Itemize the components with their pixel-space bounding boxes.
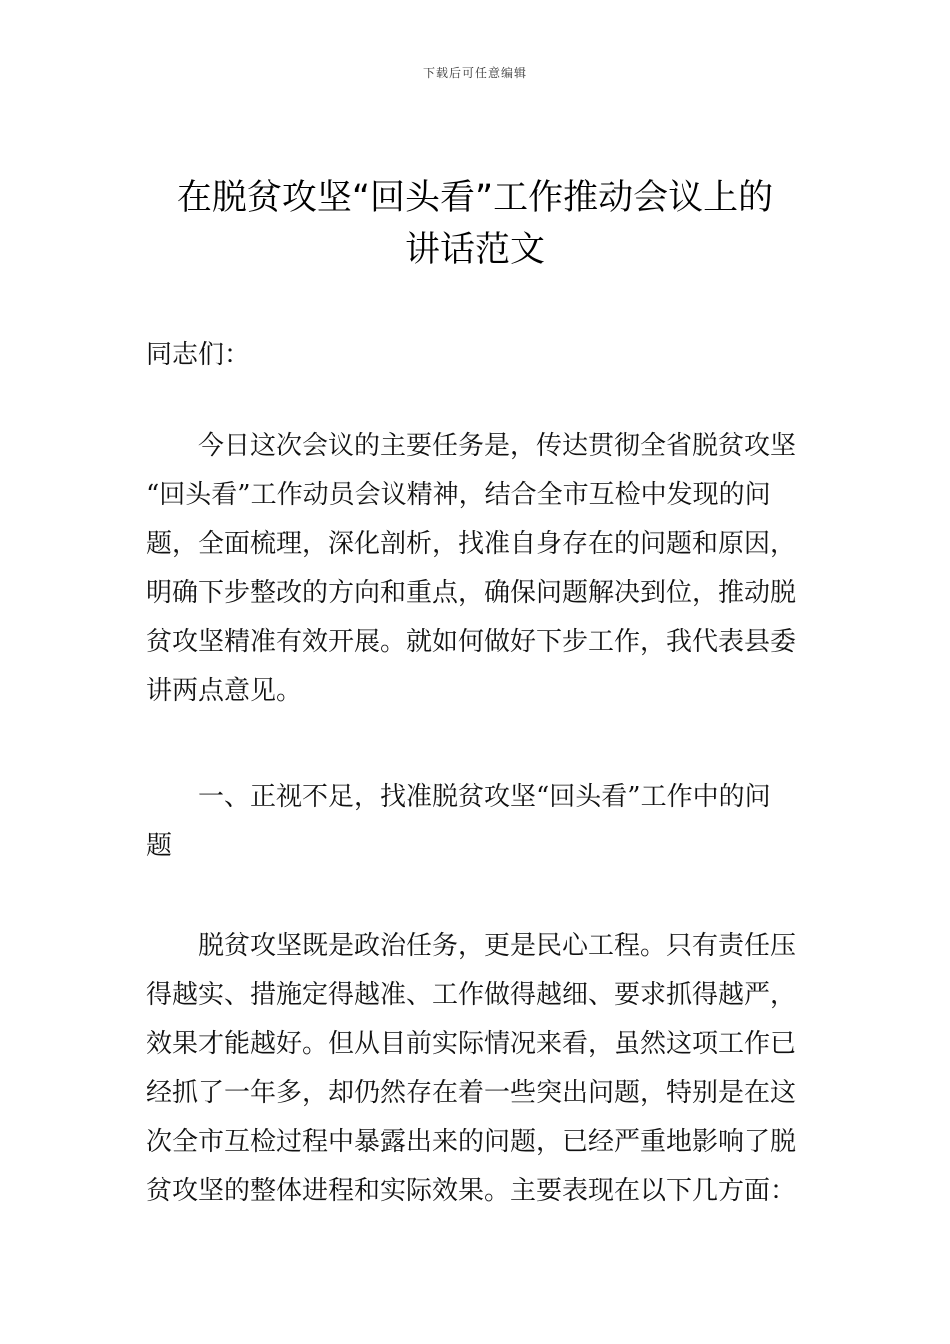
paragraph-line: 今日这次会议的主要任务是，传达贯彻全省脱贫攻坚: [198, 431, 797, 461]
greeting-text: 同志们：: [146, 340, 251, 370]
paragraph-line: 贫攻坚精准有效开展。就如何做好下步工作，我代表县委: [146, 627, 797, 657]
paragraph-line: 题，全面梳理，深化剖析，找准自身存在的问题和原因，: [146, 529, 797, 559]
paragraph-line: 脱贫攻坚既是政治任务，更是民心工程。只有责任压: [198, 931, 797, 961]
paragraph-line: 讲两点意见。: [146, 676, 303, 706]
paragraph-line: 得越实、措施定得越准、工作做得越细、要求抓得越严，: [146, 980, 797, 1010]
header-note: 下载后可任意编辑: [422, 66, 527, 80]
greeting: [146, 331, 806, 380]
paragraph-1: [146, 422, 806, 716]
title-line-1: 在脱贫攻坚“回头看”工作推动会议上的: [176, 178, 774, 218]
paragraph-line: 次全市互检过程中暴露出来的问题，已经严重地影响了脱: [146, 1127, 797, 1157]
paragraph-line: “回头看”工作动员会议精神，结合全市互检中发现的问: [146, 480, 771, 510]
paragraph-line: 贫攻坚的整体进程和实际效果。主要表现在以下几方面：: [146, 1176, 797, 1206]
title-line-2: 讲话范文: [404, 230, 545, 270]
paragraph-2: [146, 922, 806, 1216]
document-title: [120, 172, 830, 276]
heading-line: 一、正视不足，找准脱贫攻坚“回头看”工作中的问: [198, 782, 771, 812]
paragraph-line: 效果才能越好。但从目前实际情况来看，虽然这项工作已: [146, 1029, 797, 1059]
heading-line: 题: [146, 831, 173, 861]
paragraph-line: 经抓了一年多，却仍然存在着一些突出问题，特别是在这: [146, 1078, 797, 1108]
paragraph-line: 明确下步整改的方向和重点，确保问题解决到位，推动脱: [146, 578, 797, 608]
section-heading-1: [146, 773, 806, 871]
